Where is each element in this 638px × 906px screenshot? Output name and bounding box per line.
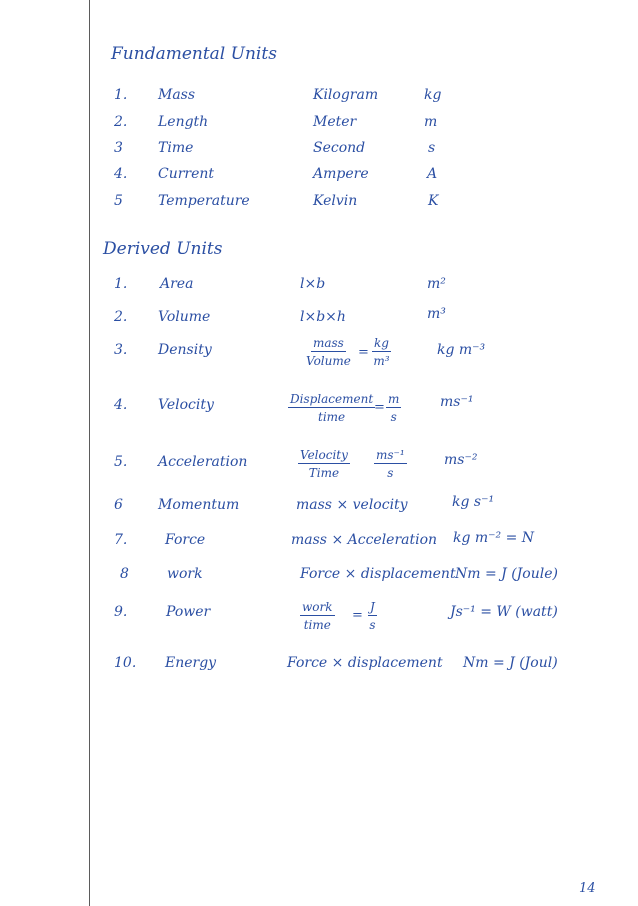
derived-unit: m² <box>427 276 446 292</box>
derived-row-number: 3. <box>114 342 128 358</box>
derived-row-number: 1. <box>114 276 128 292</box>
derived-row-number: 2. <box>114 309 128 325</box>
derived-quantity: Area <box>160 276 194 292</box>
fundamental-unit: Second <box>313 140 366 156</box>
acceleration-unit-fraction <box>374 448 407 480</box>
fraction-numerator: kg <box>374 336 389 350</box>
fundamental-symbol: K <box>428 193 439 209</box>
derived-unit: kg s⁻¹ <box>452 494 495 510</box>
derived-unit: m³ <box>427 306 446 322</box>
power-unit-fraction <box>368 600 377 632</box>
derived-unit: kg m⁻³ <box>437 342 486 358</box>
fundamental-row-number: 1. <box>114 87 128 103</box>
derived-unit: ms⁻² <box>444 452 478 468</box>
derived-quantity: work <box>167 566 203 582</box>
derived-quantity: Force <box>165 532 206 548</box>
fraction-numerator: J <box>370 600 375 614</box>
fundamental-quantity: Length <box>158 114 209 130</box>
equals-sign: = <box>358 345 369 360</box>
fraction-numerator: m <box>388 392 400 406</box>
derived-unit: Js⁻¹ = W (watt) <box>450 604 558 620</box>
fundamental-quantity: Mass <box>158 87 196 103</box>
derived-quantity: Density <box>158 342 212 358</box>
fraction-denominator: Time <box>308 466 340 480</box>
derived-unit: Nm = J (Joule) <box>455 566 558 582</box>
derived-unit: ms⁻¹ <box>440 394 474 410</box>
derived-quantity: Volume <box>158 309 211 325</box>
derived-formula: l×b×h <box>300 309 346 325</box>
fundamental-quantity: Time <box>158 140 194 156</box>
density-unit-fraction <box>372 336 391 368</box>
fraction-denominator: m³ <box>373 354 390 368</box>
page-number: 14 <box>579 881 596 896</box>
derived-formula: mass × Acceleration <box>291 532 438 548</box>
derived-unit: kg m⁻² = N <box>453 530 535 546</box>
density-formula-fraction <box>306 336 351 368</box>
fundamental-unit: Ampere <box>313 166 369 182</box>
fundamental-row-number: 5 <box>114 193 123 209</box>
fundamental-symbol: A <box>427 166 438 182</box>
fundamental-quantity: Temperature <box>158 193 250 209</box>
fundamental-row-number: 3 <box>114 140 123 156</box>
derived-quantity: Acceleration <box>158 454 248 470</box>
margin-line <box>89 0 90 906</box>
derived-quantity: Momentum <box>158 497 240 513</box>
fraction-denominator: s <box>390 410 397 424</box>
equals-sign: = <box>374 400 385 415</box>
fraction-numerator: ms⁻¹ <box>376 448 405 462</box>
derived-row-number: 8 <box>120 566 129 582</box>
fundamental-symbol: kg <box>424 87 442 103</box>
velocity-formula-fraction <box>288 392 375 424</box>
fundamental-unit: Kelvin <box>313 193 358 209</box>
derived-unit: Nm = J (Joul) <box>463 655 558 671</box>
fraction-numerator: Velocity <box>300 448 348 462</box>
fundamental-symbol: s <box>428 140 436 156</box>
fraction-numerator: Displacement <box>290 392 374 406</box>
derived-row-number: 6 <box>114 497 123 513</box>
derived-formula: l×b <box>300 276 326 292</box>
fundamental-quantity: Current <box>158 166 215 182</box>
derived-formula: Force × displacement <box>287 655 443 671</box>
equals-sign: = <box>352 608 363 623</box>
fraction-denominator: Volume <box>306 354 351 368</box>
velocity-unit-fraction <box>386 392 401 424</box>
derived-formula: mass × velocity <box>296 497 408 513</box>
fraction-denominator: time <box>318 410 346 424</box>
fraction-denominator: time <box>303 618 331 632</box>
derived-row-number: 4. <box>114 397 128 413</box>
derived-row-number: 9. <box>114 604 128 620</box>
fundamental-units-heading: Fundamental Units <box>111 44 277 64</box>
fundamental-row-number: 2. <box>114 114 128 130</box>
fraction-numerator: mass <box>312 336 344 350</box>
fundamental-unit: Kilogram <box>313 87 379 103</box>
derived-quantity: Energy <box>165 655 217 671</box>
fraction-numerator: work <box>302 600 333 614</box>
derived-quantity: Power <box>166 604 211 620</box>
derived-row-number: 5. <box>114 454 128 470</box>
acceleration-formula-fraction <box>298 448 350 480</box>
fundamental-unit: Meter <box>313 114 357 130</box>
derived-units-heading: Derived Units <box>103 239 223 259</box>
fundamental-row-number: 4. <box>114 166 128 182</box>
derived-quantity: Velocity <box>158 397 214 413</box>
fraction-denominator: s <box>369 618 376 632</box>
derived-formula: Force × displacement <box>300 566 456 582</box>
power-formula-fraction <box>300 600 335 632</box>
derived-row-number: 7. <box>114 532 128 548</box>
fundamental-symbol: m <box>424 114 438 130</box>
derived-row-number: 10. <box>114 655 137 671</box>
fraction-denominator: s <box>387 466 394 480</box>
